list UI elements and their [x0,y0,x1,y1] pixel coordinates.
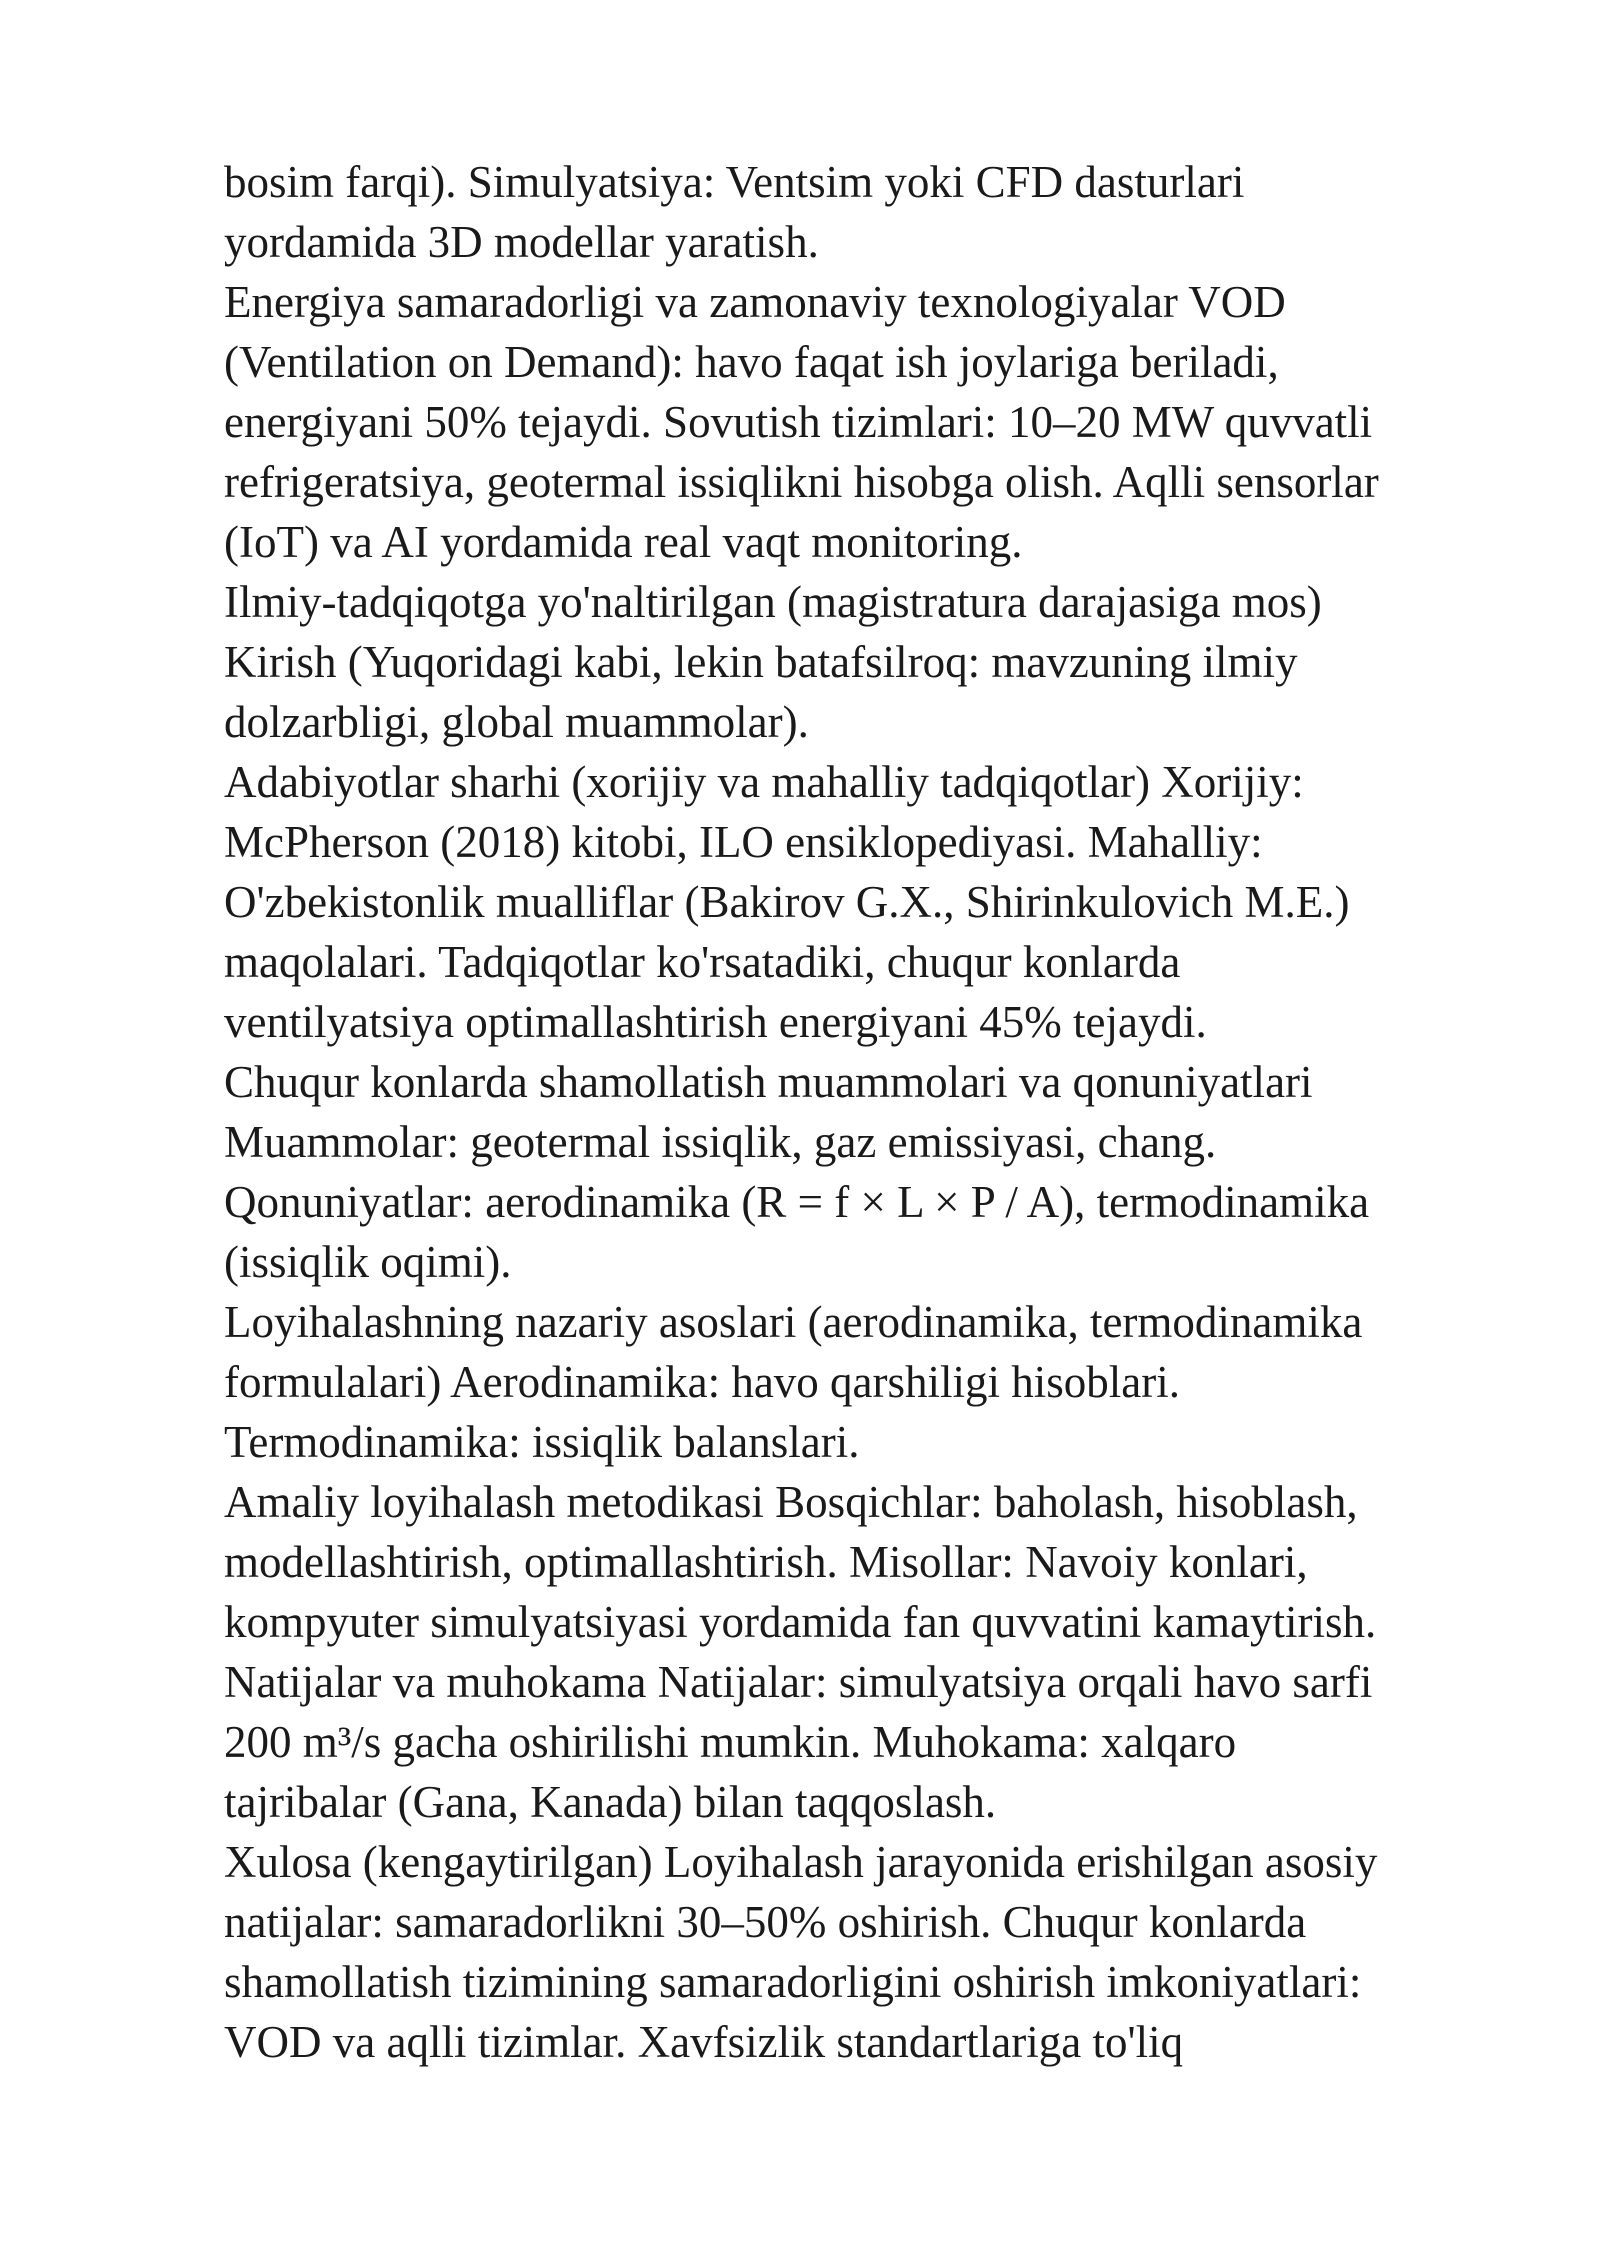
text-line: Qonuniyatlar: aerodinamika (R = f × L × P / A), termodinamika [224,1177,1370,1227]
text-line: kompyuter simulyatsiyasi yordamida fan quvvatini kamaytirish. [224,1597,1377,1647]
text-line: energiyani 50% tejaydi. Sovutish tizimlari: 10–20 MW quvvatli [224,397,1373,447]
text-line: refrigeratsiya, geotermal issiqlikni hisobga olish. Aqlli sensorlar [224,457,1379,507]
text-line: Natijalar va muhokama Natijalar: simulyatsiya orqali havo sarfi [224,1657,1373,1707]
text-line: yordamida 3D modellar yaratish. [224,217,819,267]
text-line: Xulosa (kengaytirilgan) Loyihalash jarayonida erishilgan asosiy [224,1837,1378,1887]
text-line: Energiya samaradorligi va zamonaviy texnologiyalar VOD [224,277,1286,327]
body-text [224,152,1524,2072]
text-line: O'zbekistonlik mualliflar (Bakirov G.X., Shirinkulovich M.E.) [224,877,1350,927]
text-line: natijalar: samaradorlikni 30–50% oshirish. Chuqur konlarda [224,1897,1307,1947]
text-line: McPherson (2018) kitobi, ILO ensiklopediyasi. Mahalliy: [224,817,1263,867]
text-line: tajribalar (Gana, Kanada) bilan taqqoslash. [224,1777,997,1827]
text-line: Muammolar: geotermal issiqlik, gaz emissiyasi, chang. [224,1117,1217,1167]
text-line: Chuqur konlarda shamollatish muammolari va qonuniyatlari [224,1057,1313,1107]
text-line: Loyihalashning nazariy asoslari (aerodinamika, termodinamika [224,1297,1363,1347]
text-line: maqolalari. Tadqiqotlar ko'rsatadiki, chuqur konlarda [224,937,1181,987]
text-line: (Ventilation on Demand): havo faqat ish joylariga beriladi, [224,337,1279,387]
text-line: VOD va aqlli tizimlar. Xavfsizlik standartlariga to'liq [224,2017,1184,2067]
text-line: shamollatish tizimining samaradorligini oshirish imkoniyatlari: [224,1957,1362,2007]
text-line: modellashtirish, optimallashtirish. Misollar: Navoiy konlari, [224,1537,1308,1587]
text-line: Termodinamika: issiqlik balanslari. [224,1417,860,1467]
text-line: Adabiyotlar sharhi (xorijiy va mahalliy tadqiqotlar) Xorijiy: [224,757,1304,807]
text-line: Kirish (Yuqoridagi kabi, lekin batafsilroq: mavzuning ilmiy [224,637,1298,687]
text-line: formulalari) Aerodinamika: havo qarshiligi hisoblari. [224,1357,1181,1407]
text-line: 200 m³/s gacha oshirilishi mumkin. Muhokama: xalqaro [224,1717,1237,1767]
text-line: Amaliy loyihalash metodikasi Bosqichlar: baholash, hisoblash, [224,1477,1358,1527]
text-line: dolzarbligi, global muammolar). [224,697,809,747]
text-line: (IoT) va AI yordamida real vaqt monitoring. [224,517,1023,567]
text-line: bosim farqi). Simulyatsiya: Ventsim yoki CFD dasturlari [224,157,1245,207]
text-line: (issiqlik oqimi). [224,1237,512,1287]
text-line: Ilmiy-tadqiqotga yo'naltirilgan (magistratura darajasiga mos) [224,577,1322,627]
text-line: ventilyatsiya optimallashtirish energiyani 45% tejaydi. [224,997,1207,1047]
